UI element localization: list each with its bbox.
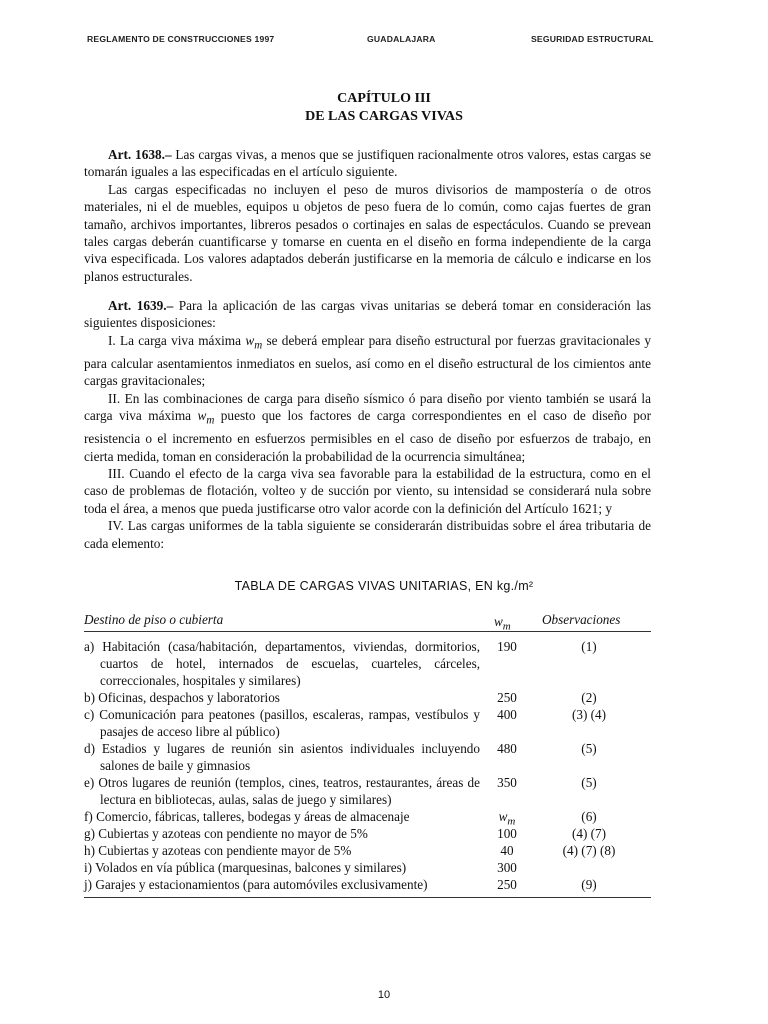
article-1639-item-i: I. La carga viva máxima $w_m$ se deberá emplear para diseño estructural por fuerzas gravitacionales y para calcular asentamientos inmediatos en suelos, así como en el diseño estructural de los cimientos ante cargas gravitacionales; (84, 332, 652, 389)
article-1639-intro: Art. 1639.– Para la aplicación de las cargas vivas unitarias se deberá tomar en consideración las siguientes disposiciones: (84, 298, 651, 331)
column-header-destination: Destino de piso o cubierta (84, 612, 224, 627)
row-observations: (5) (581, 741, 597, 756)
running-header-city: GUADALAJARA (367, 34, 436, 44)
table-row (84, 774, 651, 808)
table-row (84, 808, 651, 828)
row-observations: (6) (581, 809, 597, 824)
row-wm: 300 (497, 860, 517, 875)
row-wm: 350 (497, 775, 517, 790)
article-1638 (84, 146, 651, 285)
table-header (84, 608, 651, 632)
table-body (84, 632, 651, 893)
row-wm: 250 (497, 877, 517, 892)
table-row (84, 825, 651, 842)
row-destination: c) Comunicación para peatones (pasillos, escaleras, rampas, vestíbulos y pasajes de acceso libre al público) (84, 707, 480, 739)
row-wm: 190 (497, 639, 517, 654)
table-row (84, 706, 651, 740)
table-title: TABLA DE CARGAS VIVAS UNITARIAS, EN kg./m² (234, 579, 534, 593)
row-observations: (5) (581, 775, 597, 790)
row-wm: 400 (497, 707, 517, 722)
row-observations: (3) (4) (571, 707, 607, 722)
row-destination: g) Cubiertas y azoteas con pendiente no mayor de 5% (84, 826, 368, 841)
row-wm: $w_m$ (498, 809, 516, 828)
table-row (84, 859, 651, 876)
article-1639-item-ii: II. En las combinaciones de carga para diseño sísmico ó para diseño por viento también se usará la carga viva máxima $w_m$ puesto que los factores de carga correspondientes en el caso de diseño por resistencia o el incremento en esfuerzos permisibles en el caso de diseño por esfuerzos de trabajo, en cierta medida, toman en consideración la probabilidad de la ocurrencia simultánea; (84, 390, 651, 464)
row-wm: 100 (497, 826, 517, 841)
article-1638-p1: Art. 1638.– Las cargas vivas, a menos que se justifiquen racionalmente otros valores, estas cargas se tomarán iguales a las especificadas en el artículo siguiente. (84, 147, 652, 180)
row-wm: 250 (497, 690, 517, 705)
table-row (84, 638, 651, 689)
row-observations: (4) (7) (8) (562, 843, 616, 858)
article-1639-item-iii: III. Cuando el efecto de la carga viva sea favorable para la estabilidad de la estructura, como en el caso de problemas de flotación, volteo y de succión por viento, su intensidad se considerará nula sobre toda el área, a menos que pueda justificarse otro valor acorde con la definición del Artículo 1621; y (84, 465, 651, 516)
table-bottom-rule (84, 897, 651, 898)
row-destination: b) Oficinas, despachos y laboratorios (84, 690, 280, 705)
table-row (84, 842, 651, 859)
row-destination: i) Volados en vía pública (marquesinas, balcones y similares) (84, 860, 407, 875)
live-loads-table (84, 608, 651, 898)
running-header-section: SEGURIDAD ESTRUCTURAL (531, 34, 654, 44)
row-observations: (9) (581, 877, 597, 892)
article-1638-label: Art. 1638.– (108, 147, 172, 162)
row-wm: 40 (500, 843, 514, 858)
article-1639 (84, 297, 651, 552)
column-header-wm: $w_m$ (494, 614, 511, 633)
row-destination: h) Cubiertas y azoteas con pendiente mayor de 5% (84, 843, 352, 858)
row-destination: d) Estadios y lugares de reunión sin asientos individuales incluyendo salones de baile y gimnasios (84, 741, 480, 773)
article-1639-label: Art. 1639.– (108, 298, 174, 313)
row-observations: (2) (581, 690, 597, 705)
row-observations: (1) (581, 639, 597, 654)
page-number: 10 (377, 989, 391, 1001)
running-header-title: REGLAMENTO DE CONSTRUCCIONES 1997 (87, 34, 275, 44)
row-destination: j) Garajes y estacionamientos (para automóviles exclusivamente) (84, 877, 428, 892)
wm-symbol: $w_m$ (197, 408, 215, 427)
row-destination: e) Otros lugares de reunión (templos, cines, teatros, restaurantes, áreas de lectura en bibliotecas, aulas, salas de juego y similares) (84, 775, 480, 807)
chapter-title: DE LAS CARGAS VIVAS (305, 109, 463, 124)
column-header-observations: Observaciones (542, 612, 621, 627)
row-observations: (4) (7) (571, 826, 607, 841)
article-1638-p2: Las cargas especificadas no incluyen el peso de muros divisorios de mampostería o de otros materiales, ni el de muebles, equipos u objetos de peso fuera de lo común, como cajas fuertes de gran tamaño, archivos importantes, libreros pesados o cortinajes en salas de espectáculos. Cuando se prevean tales cargas deberán cuantificarse y tomarse en cuenta en el diseño en forma independiente de la carga viva especificada. Los valores adaptados deberán justificarse en la memoria de cálculo e indicarse en los planos estructurales. (84, 181, 651, 284)
chapter-number: CAPÍTULO III (337, 91, 431, 106)
table-row (84, 740, 651, 774)
row-destination: a) Habitación (casa/habitación, departamentos, viviendas, dormitorios, cuartos de hotel, internados de escuelas, cuarteles, cárceles, correccionales, hospitales y similares) (84, 639, 480, 688)
wm-symbol: $w_m$ (245, 332, 263, 352)
table-row (84, 876, 651, 893)
table-row (84, 689, 651, 706)
chapter-heading (0, 90, 768, 126)
row-wm: 480 (497, 741, 517, 756)
row-destination: f) Comercio, fábricas, talleres, bodegas y áreas de almacenaje (84, 809, 410, 824)
article-1639-item-iv: IV. Las cargas uniformes de la tabla siguiente se considerarán distribuidas sobre el área tributaria de cada elemento: (84, 518, 651, 551)
